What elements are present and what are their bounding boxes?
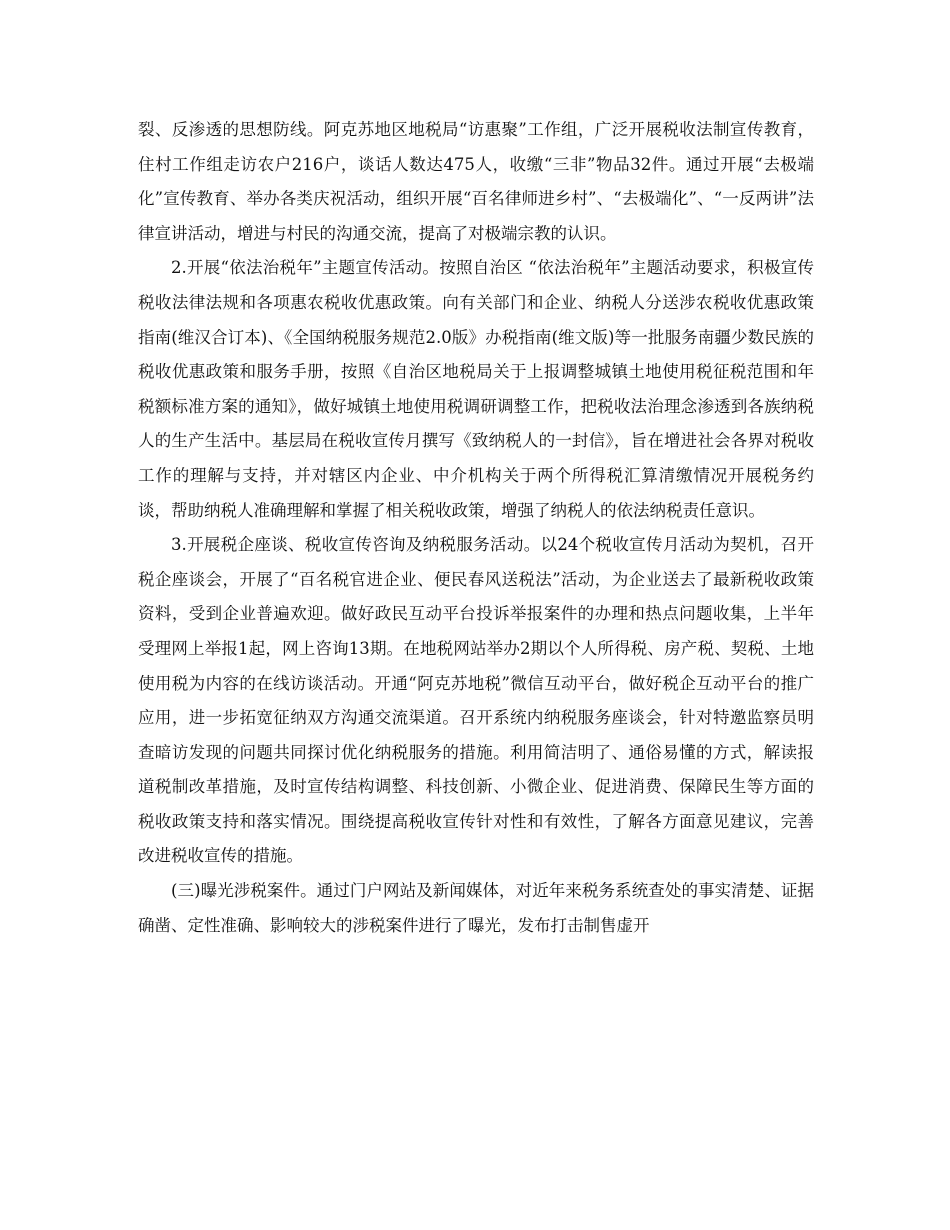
paragraph-tax-enterprise-forum: 3.开展税企座谈、税收宣传咨询及纳税服务活动。以24个税收宣传月活动为契机，召开税企座谈会，开展了“百名税官进企业、便民春风送税法”活动，为企业送去了最新税收政策资料，受到企业普遍欢迎。做好政民互动平台投诉举报案件的办理和热点问题收集，上半年受理网上举报1起，网上咨询13期。在地税网站举办2期以个人所得税、房产税、契税、土地使用税为内容的在线访谈活动。开通“阿克苏地税”微信互动平台，做好税企互动平台的推广应用，进一步拓宽征纳双方沟通交流渠道。召开系统内纳税服务座谈会，针对特邀监察员明查暗访发现的问题共同探讨优化纳税服务的措施。利用简洁明了、通俗易懂的方式，解读报道税制改革措施，及时宣传结构调整、科技创新、小微企业、促进消费、保障民生等方面的税收政策支持和落实情况。围绕提高税收宣传针对性和有效性，了解各方面意见建议，完善改进税收宣传的措施。 bbox=[138, 535, 814, 866]
document-body bbox=[138, 113, 814, 943]
paragraph-armed-defense: 裂、反渗透的思想防线。阿克苏地区地税局“访惠聚”工作组，广泛开展税收法制宣传教育，住村工作组走访农户216户，谈话人数达475人，收缴“三非”物品32件。通过开展“去极端化”宣传教育、举办各类庆祝活动，组织开展“百名律师进乡村”、“去极端化”、“一反两讲”法律宣讲活动，增进与村民的沟通交流，提高了对极端宗教的认识。 bbox=[138, 120, 814, 243]
paragraph-rule-of-law-year: 2.开展“依法治税年”主题宣传活动。按照自治区 “依法治税年”主题活动要求，积极宣传税收法律法规和各项惠农税收优惠政策。向有关部门和企业、纳税人分送涉农税收优惠政策指南(维汉合订本)、《全国纳税服务规范2.0版》办税指南(维文版)等一批服务南疆少数民族的税收优惠政策和服务手册，按照《自治区地税局关于上报调整城镇土地使用税征税范围和年税额标准方案的通知》，做好城镇土地使用税调研调整工作，把税收法治理念渗透到各族纳税人的生产生活中。基层局在税收宣传月撰写《致纳税人的一封信》，旨在增进社会各界对税收工作的理解与支持，并对辖区内企业、中介机构关于两个所得税汇算清缴情况开展税务约谈，帮助纳税人准确理解和掌握了相关税收政策，增强了纳税人的依法纳税责任意识。 bbox=[138, 258, 814, 520]
paragraph-expose-tax-cases: (三)曝光涉税案件。通过门户网站及新闻媒体，对近年来税务系统查处的事实清楚、证据确凿、定性准确、影响较大的涉税案件进行了曝光，发布打击制售虚开 bbox=[138, 881, 814, 935]
